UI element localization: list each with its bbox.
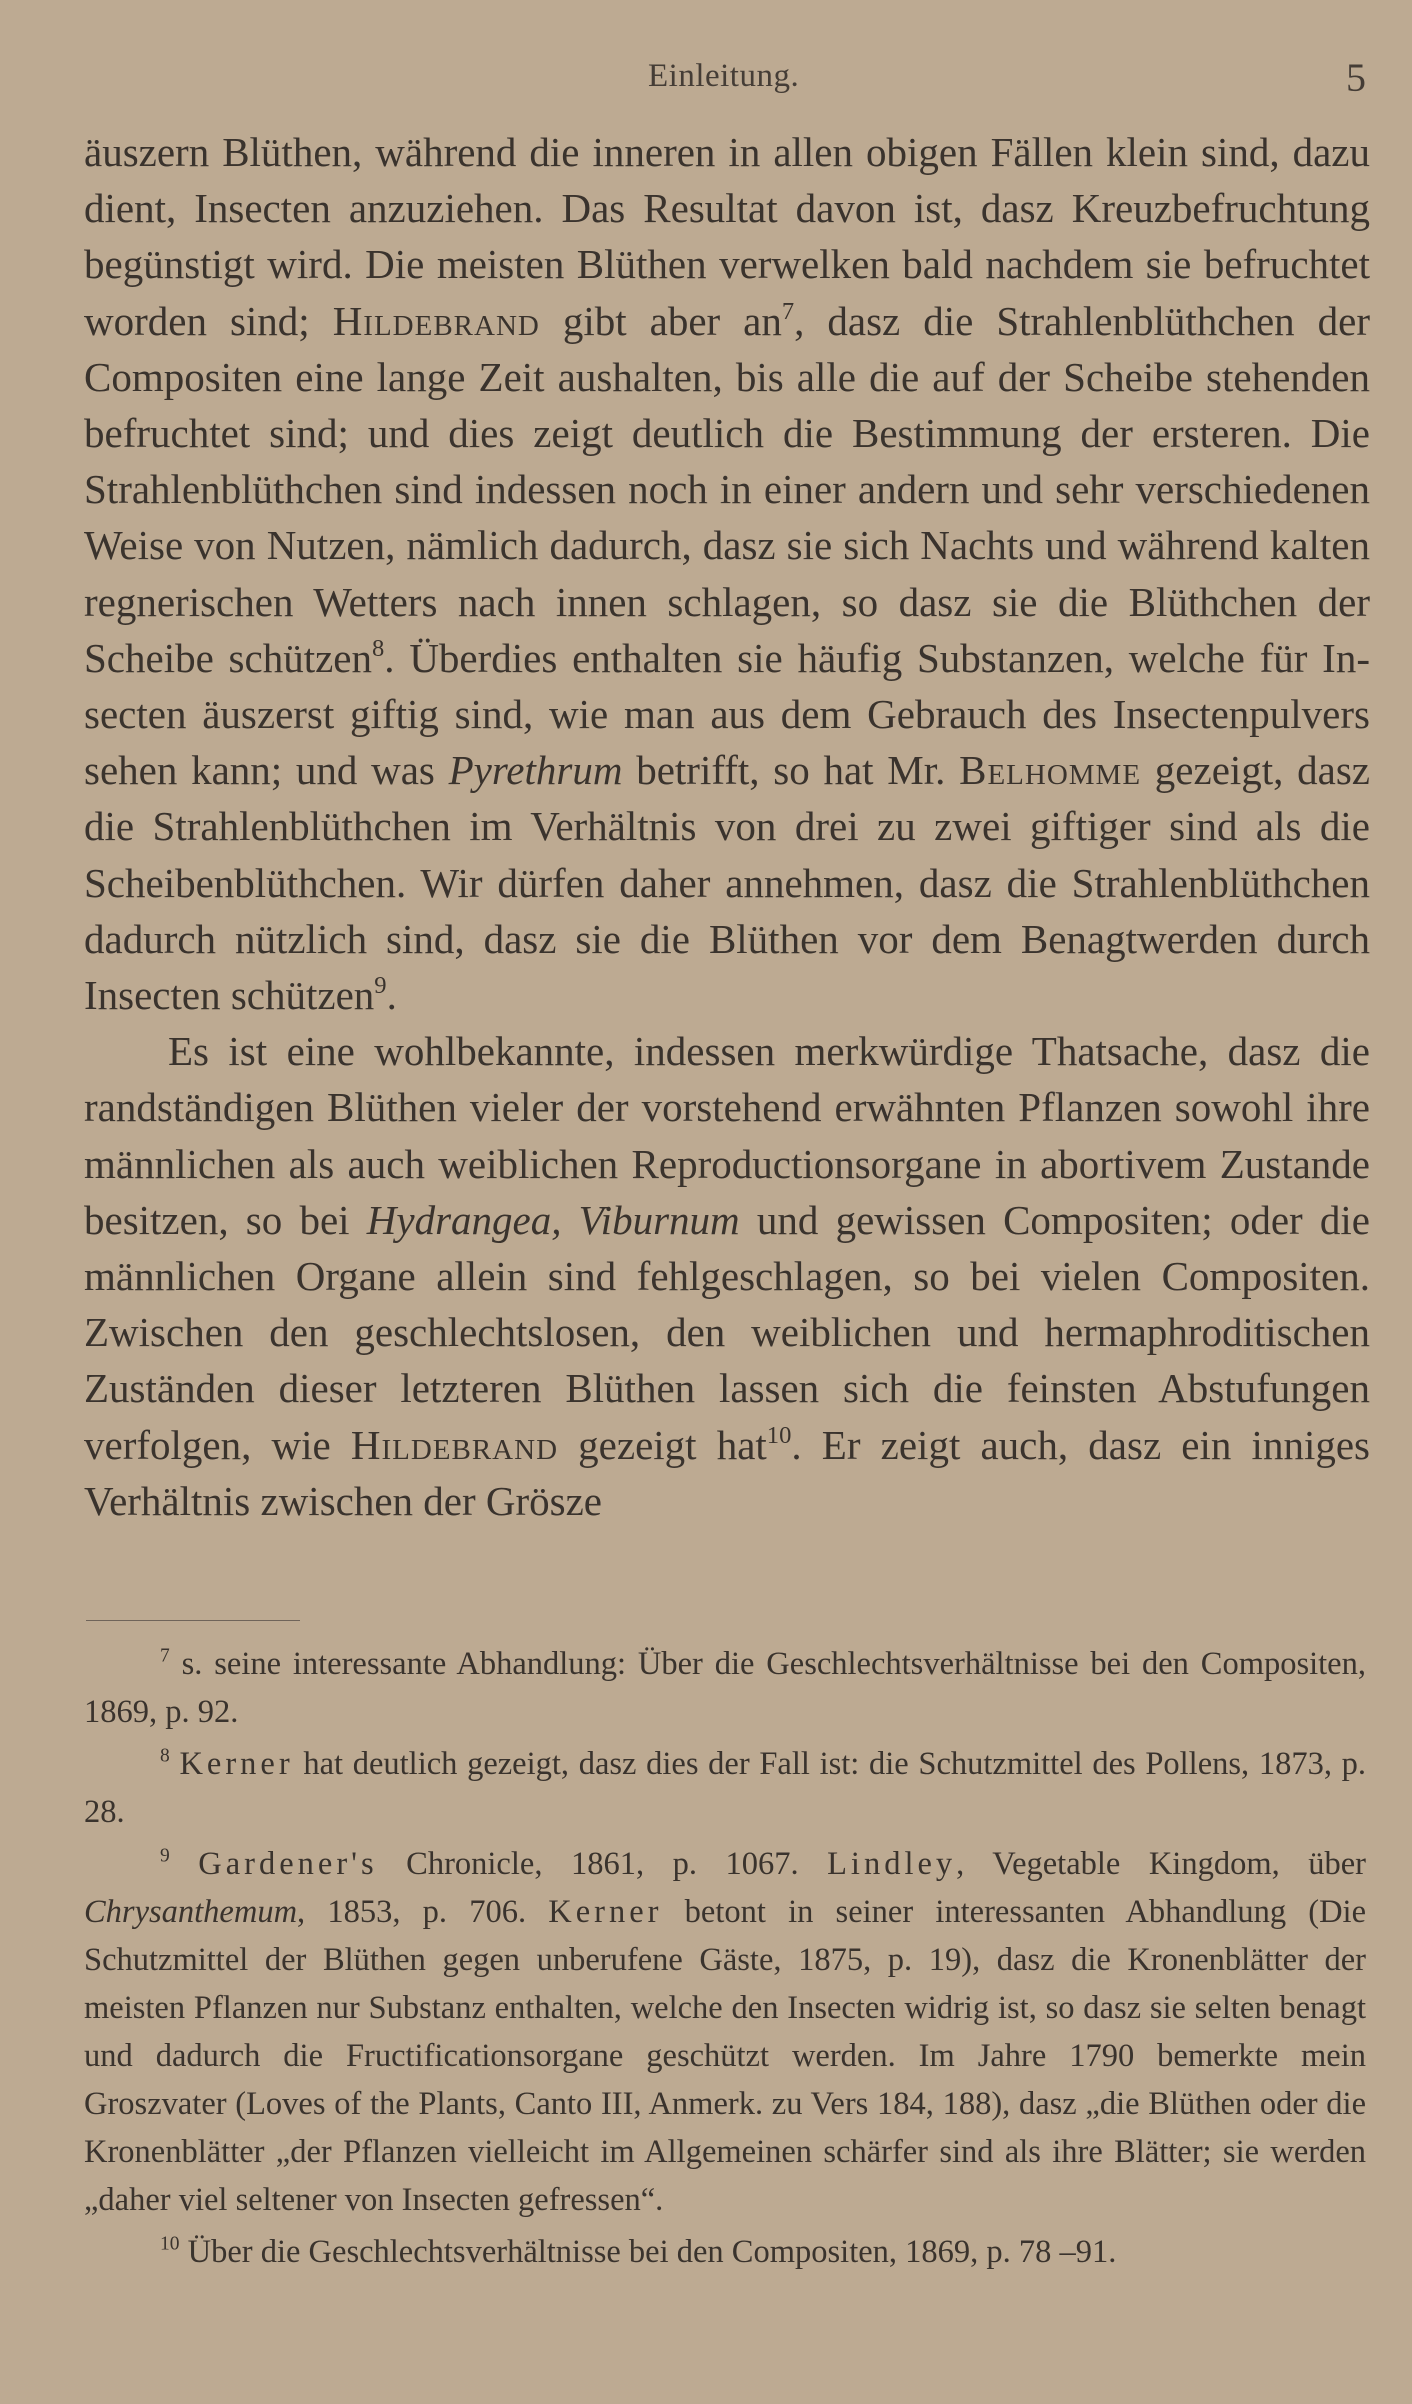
author-name: Kerner [548,1894,663,1930]
footnote-ref: 10 [766,1421,792,1449]
footnote-text: s. seine interessante Abhandlung: Über die Geschlechtsverhältnisse bei den Compositen, 1869, p. 92. [84,1646,1366,1730]
text-run: . [386,972,397,1019]
footnote-number: 10 [160,2233,180,2255]
footnote-rule [86,1620,300,1621]
footnote-number: 8 [160,1745,170,1767]
text-run: und gewissen Compositen; oder die männlichen Organe allein sind fehlgeschlagen, so bei vielen Compositen. Zwischen den geschlechtslosen, den weiblichen und hermaphroditischen Zuständen dieser letzteren Blüthen lassen sich die feinsten Abstufungen verfolgen, wie [84,1196,1371,1468]
footnote [84,1740,1366,1836]
paragraph [84,1023,1370,1529]
footnote-number: 7 [160,1645,170,1667]
author-name: Lindley [827,1846,957,1882]
author-name: Belhomme [959,747,1142,794]
footnote [84,1640,1366,1736]
text-run: gezeigt, dasz die Strahlenblüthchen im Verhältnis von drei zu zwei giftiger sind als die Scheibenblüthchen. Wir dürfen daher annehmen, dasz die Strahlenblüthchen dadurch nützlich sind, dasz sie die Blüthen vor dem Benagtwerden durch Insecten schützen [84,747,1370,1019]
footnote-text: , 1853, p. 706. [297,1894,549,1930]
text-run: gezeigt hat [558,1421,767,1468]
footnote-number: 9 [160,1845,170,1867]
page-number: 5 [1346,55,1366,100]
footnote-ref: 8 [372,634,385,662]
genus-name: Hydrangea, Viburnum [366,1196,740,1243]
footnote-text: hat deutlich gezeigt, dasz dies der Fall ist: die Schutzmittel des Pollens, 1873, p. 28. [84,1746,1367,1830]
text-run: Es ist eine wohlbekannte, indessen merkwürdige Thatsache, dasz die randständigen Blüthen vieler der vorstehend erwähnten Pflanzen sowohl ihre männlichen als auch weiblichen Reproductionsorgane in abortivem Zustande besitzen, so bei [84,1028,1370,1243]
running-head: Einleitung. [648,58,800,94]
footnote-text: betont in seiner interessanten Abhandlung (Die Schutzmittel der Blüthen gegen unberufene Gäste, 1875, p. 19), dasz die Kronenblätter der meisten Pflanzen nur Substanz enthalten, welche den Insecten widrig ist, so dasz sie selten benagt und dadurch die Fructificationsorgane geschützt werden. Im Jahre 1790 bemerkte mein Groszvater (Loves of the Plants, Canto III, Anmerk. zu Vers 184, 188), dasz „die Blüthen oder die Kronenblätter „der Pflanzen vielleicht im Allgemeinen schärfer sind als ihre Blätter; sie werden „daher viel seltener von Insecten gefressen“. [84,1894,1366,2218]
text-run: . Er zeigt auch, dasz ein inniges Verhältnis zwischen der Grösze [84,1421,1370,1524]
text-run: betrifft, so hat Mr. [622,747,960,794]
author-name: Hildebrand [332,297,540,344]
author-name: Kerner [179,1746,294,1782]
text-run: äuszern Blüthen, während die inneren in allen obigen Fällen klein sind, dazu dient, Insecten anzuziehen. Das Resultat davon ist, dasz Kreuzbefruchtung begünstigt wird. Die meisten Blüthen verwelken bald nachdem sie befruchtet worden sind; [84,129,1370,344]
genus-name: Pyrethrum [448,747,623,794]
footnotes [84,1640,1366,2280]
footnote-text: Über die Geschlechtsverhältnisse bei den Compositen, 1869, p. 78 –91. [179,2234,1117,2270]
page-header [0,50,1412,110]
paragraph [84,124,1370,1023]
genus-name: Chrysanthemum [84,1894,298,1930]
footnote-text: Chronicle, 1861, p. 1067. [377,1846,828,1882]
footnote [84,1840,1366,2224]
footnote [84,2228,1366,2276]
text-run: , dasz die Strahlenblüthchen der Compositen eine lange Zeit aushalten, bis alle die auf der Scheibe stehenden befruchtet sind; und dies zeigt deutlich die Bestimmung der ersteren. Die Strahlenblüthchen sind indessen noch in einer andern und sehr verschiedenen Weise von Nutzen, nämlich dadurch, dasz sie sich Nachts und während kalten regnerischen Wetters nach innen schlagen, so dasz sie die Blüthchen der Scheibe schützen [84,297,1370,681]
footnote-ref: 9 [374,972,387,1000]
author-name: Gardener's [198,1846,378,1882]
footnote-text: , Vegetable Kingdom, über [956,1846,1366,1882]
footnote-ref: 7 [781,297,795,325]
main-text [84,124,1370,1529]
text-run: gibt aber an [539,297,782,344]
text-run: . Überdies enthalten sie häufig Substanzen, welche für Insecten äuszerst giftig sind, wie man aus dem Gebrauch des Insectenpulvers sehen kann; und was [84,634,1370,794]
author-name: Hildebrand [350,1421,559,1468]
